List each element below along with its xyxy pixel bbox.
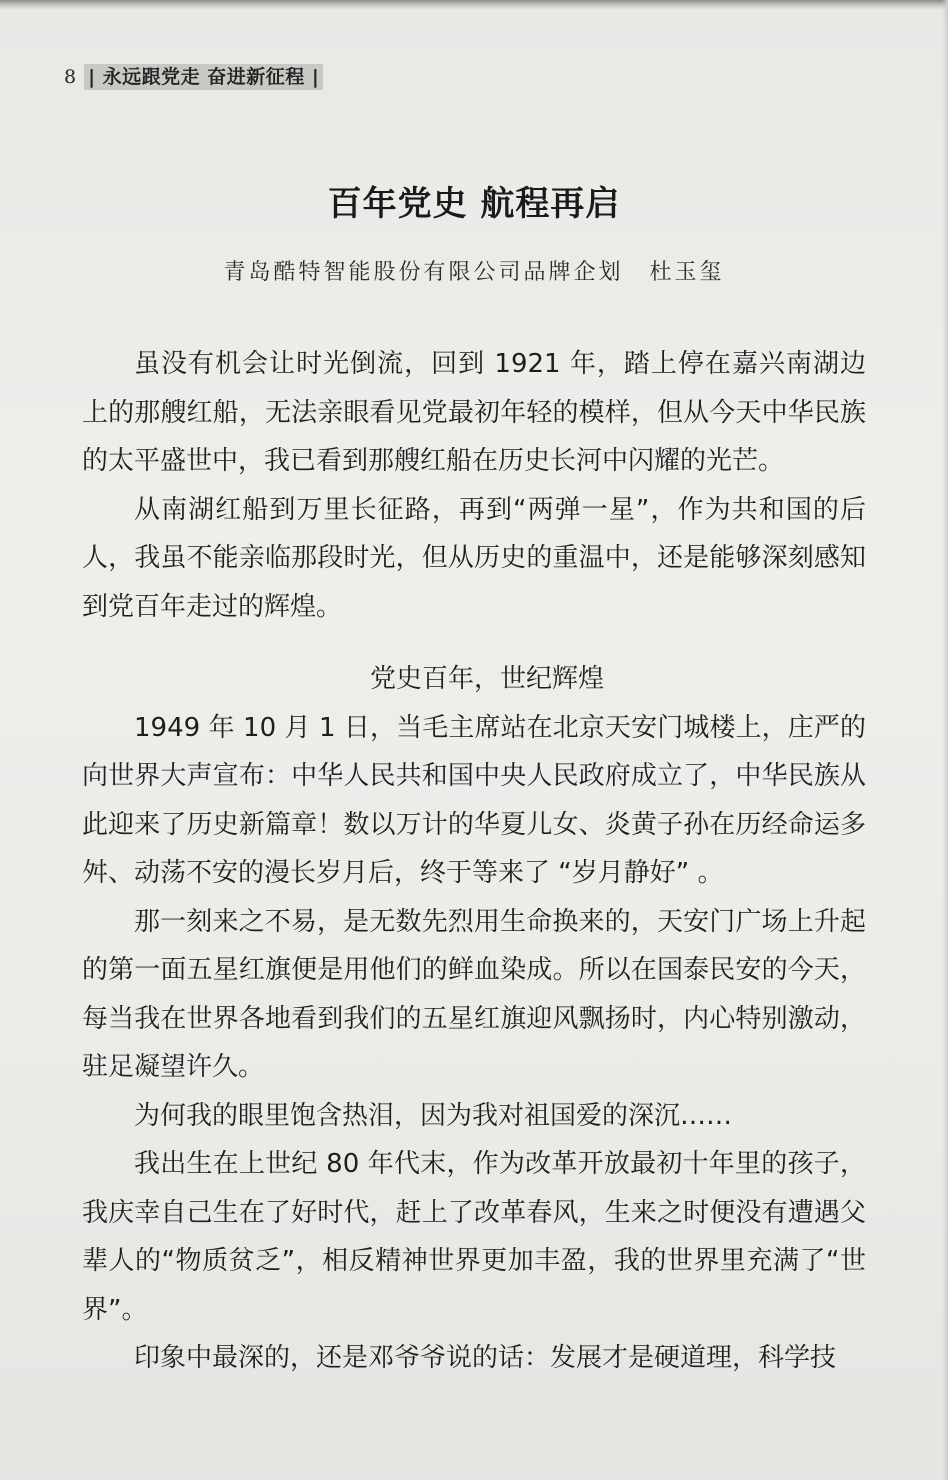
article-title: 百年党史 航程再启 bbox=[327, 184, 621, 224]
running-header bbox=[64, 64, 323, 90]
paragraph: 从南湖红船到万里长征路，再到“两弹一星”，作为共和国的后人，我虽不能亲临那段时光，但从历史的重温中，还是能够深刻感知到党百年走过的辉煌。 bbox=[82, 494, 866, 622]
paragraph: 1949 年 10 月 1 日，当毛主席站在北京天安门城楼上，庄严的向世界大声宣布：中华人民共和国中央人民政府成立了，中华民族从此迎来了历史新篇章！数以万计的华夏儿女、炎黄子孙在历经命运多舛、动荡不安的漫长岁月后，终于等来了 “岁月静好” 。 bbox=[82, 712, 866, 888]
paragraph: 虽没有机会让时光倒流，回到 1921 年，踏上停在嘉兴南湖边上的那艘红船，无法亲眼看见党最初年轻的模样，但从今天中华民族的太平盛世中，我已看到那艘红船在历史长河中闪耀的光芒。 bbox=[82, 349, 866, 476]
byline-author: 杜玉玺 bbox=[649, 260, 725, 285]
article-body bbox=[82, 340, 866, 1383]
byline bbox=[0, 255, 948, 286]
page-number: 8 bbox=[64, 66, 77, 88]
page-top-shadow bbox=[0, 0, 948, 10]
paragraph: 印象中最深的，还是邓爷爷说的话：发展才是硬道理，科学技 bbox=[134, 1343, 837, 1373]
section-heading: 党史百年，世纪辉煌 bbox=[369, 664, 604, 694]
paragraph: 那一刻来之不易，是无数先烈用生命换来的，天安门广场上升起的第一面五星红旗便是用他们的鲜血染成。所以在国泰民安的今天，每当我在世界各地看到我们的五星红旗迎风飘扬时，内心特别激动，驻足凝望许久。 bbox=[82, 906, 866, 1082]
byline-organization: 青岛酷特智能股份有限公司品牌企划 bbox=[223, 260, 624, 285]
running-title: | 永远跟党走 奋进新征程 | bbox=[84, 64, 323, 90]
paragraph: 为何我的眼里饱含热泪，因为我对祖国爱的深沉…… bbox=[134, 1100, 733, 1131]
paragraph: 我出生在上世纪 80 年代末，作为改革开放最初十年里的孩子，我庆幸自己生在了好时代，赶上了改革春风，生来之时便没有遭遇父辈人的“物质贫乏”，相反精神世界更加丰盈，我的世界里充满了“世界”。 bbox=[82, 1149, 866, 1325]
